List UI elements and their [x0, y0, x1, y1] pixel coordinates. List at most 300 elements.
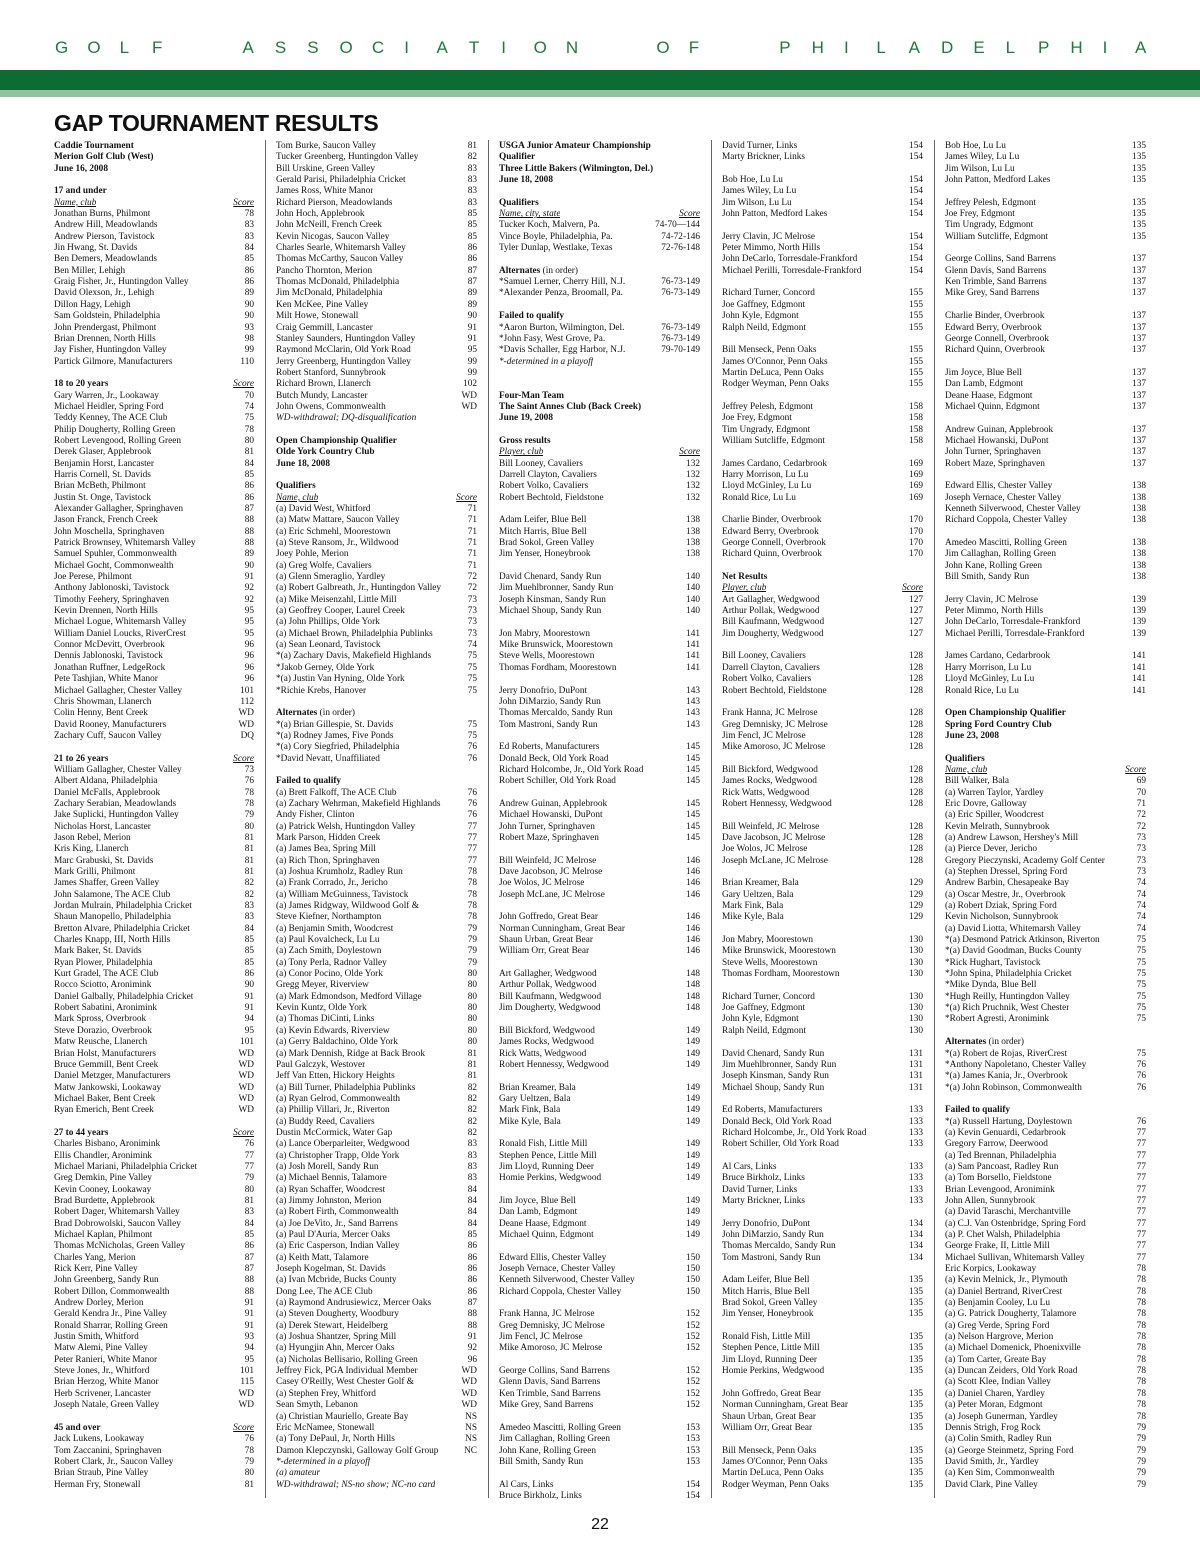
- player-club: Brad Sokol, Green Valley: [722, 1298, 818, 1309]
- result-row: [945, 1196, 1146, 1207]
- player-club: John Owens, Commonwealth: [276, 401, 386, 412]
- player-club: Steve Dorazio, Overbrook: [54, 1025, 152, 1036]
- result-row: [276, 1377, 477, 1388]
- section-heading-text: Qualifiers: [945, 753, 985, 764]
- score: 139: [1132, 606, 1146, 617]
- score: 154: [909, 254, 923, 265]
- player-club: Greg Demnisky, JC Melrose: [722, 719, 828, 730]
- spacer: [499, 561, 700, 572]
- player-club: (a) Joe DeVito, Jr., Sand Barrens: [276, 1218, 398, 1229]
- score: 76: [1136, 1116, 1146, 1127]
- player-club: (a) Ryan Gelrod, Commonwealth: [276, 1093, 401, 1104]
- result-row: [276, 1366, 477, 1377]
- masthead-letter: G: [55, 38, 69, 57]
- score: 90: [467, 311, 477, 322]
- player-club: Richard Holcombe, Jr., Old York Road: [722, 1127, 867, 1138]
- score: 76: [1136, 1059, 1146, 1070]
- score: 84: [467, 1195, 477, 1206]
- score: 75: [1136, 946, 1146, 957]
- result-row: [722, 901, 923, 912]
- score: 71: [467, 560, 477, 571]
- spacer: [276, 425, 477, 436]
- result-row: [276, 515, 477, 526]
- section-heading: [276, 776, 477, 787]
- score: 87: [244, 1264, 254, 1275]
- score: 152: [686, 1366, 700, 1377]
- section-heading-text: USGA Junior Amateur Championship: [499, 141, 651, 151]
- player-club: Jim Muehlbronner, Sandy Run: [722, 1059, 837, 1070]
- result-row: [499, 1321, 700, 1332]
- player-club: (a) Joshua Krumholz, Radley Run: [276, 867, 403, 877]
- result-row: [945, 651, 1146, 662]
- player-club: Amedeo Mascitti, Rolling Green: [945, 538, 1067, 549]
- result-row: [722, 288, 923, 299]
- result-row: [499, 572, 700, 583]
- score: 153: [686, 1422, 700, 1433]
- player-club: Mark Spross, Overbrook: [54, 1014, 147, 1025]
- score: 135: [909, 1468, 923, 1479]
- score: 133: [909, 1127, 923, 1138]
- player-club: Mike Grey, Sand Barrens: [945, 288, 1040, 299]
- result-row: [499, 720, 700, 731]
- player-club: *(a) Cory Siegfried, Philadelphia: [276, 742, 400, 753]
- score: 88: [244, 538, 254, 549]
- player-club: Mark Fink, Bala: [722, 901, 784, 912]
- player-club: Joseph Vernace, Chester Valley: [499, 1264, 616, 1275]
- result-row: [54, 1389, 254, 1400]
- score: 77: [1136, 1173, 1146, 1184]
- score: 99: [467, 356, 477, 367]
- result-row: [54, 334, 254, 345]
- score: 134: [909, 1218, 923, 1229]
- player-club: Richard Coppola, Chester Valley: [499, 1286, 622, 1297]
- score: 152: [686, 1400, 700, 1411]
- masthead-letter: F: [688, 38, 700, 57]
- score: 135: [1132, 220, 1146, 231]
- player-club: Bill Menseck, Penn Oaks: [722, 345, 817, 356]
- player-club: (a) Tom Carter, Greate Bay: [945, 1354, 1047, 1365]
- score: 155: [909, 345, 923, 356]
- score: 95: [244, 606, 254, 617]
- result-row: [945, 1355, 1146, 1366]
- result-row: [276, 1412, 477, 1423]
- player-club: (a) Robert Dziak, Spring Ford: [945, 901, 1057, 912]
- spacer: [722, 277, 923, 288]
- player-club: Thomas McNicholas, Green Valley: [54, 1241, 185, 1252]
- result-row: [54, 515, 254, 526]
- spacer: [499, 425, 700, 436]
- score: 128: [909, 855, 923, 866]
- result-row: [945, 629, 1146, 640]
- result-row: [276, 391, 477, 402]
- player-club: Jim Muehlbronner, Sandy Run: [499, 583, 614, 594]
- player-club: William Gallagher, Chester Valley: [54, 764, 182, 775]
- score: 86: [467, 1241, 477, 1252]
- masthead-letter: L: [876, 38, 886, 57]
- result-row: [54, 1003, 254, 1014]
- section-heading: [499, 152, 700, 163]
- result-row: [945, 1434, 1146, 1445]
- result-row: [945, 1389, 1146, 1400]
- score: 82: [467, 1116, 477, 1127]
- score: 83: [244, 1207, 254, 1218]
- score: WD: [238, 1048, 254, 1059]
- score: 130: [909, 1003, 923, 1014]
- score: 91: [467, 322, 477, 333]
- score: 137: [1132, 424, 1146, 435]
- score: 135: [909, 1343, 923, 1354]
- spacer: [945, 583, 1146, 594]
- player-club: Matw Reusche, Llanerch: [54, 1037, 148, 1048]
- player-club: *Alexander Penza, Broomall, Pa.: [499, 288, 623, 299]
- result-row: [945, 1309, 1146, 1320]
- score: 77: [1136, 1241, 1146, 1252]
- player-club: *(a) Rodney James, Five Ponds: [276, 730, 394, 741]
- player-club: (a) Ryan Schaffer, Woodcrest: [276, 1184, 386, 1195]
- score: 140: [686, 594, 700, 605]
- player-club: Michael Gallagher, Chester Valley: [54, 685, 183, 696]
- score: 135: [1132, 141, 1146, 151]
- player-club: (a) Derek Stewart, Heidelberg: [276, 1320, 388, 1331]
- player-club: Chris Showman, Llanerch: [54, 696, 152, 707]
- score: 137: [1132, 333, 1146, 344]
- result-row: [945, 980, 1146, 991]
- score: 149: [686, 1173, 700, 1184]
- score: 135: [909, 1298, 923, 1309]
- result-row: [276, 1423, 477, 1434]
- player-club: John Prendergast, Philmont: [54, 322, 157, 333]
- player-club: David Chenard, Sandy Run: [499, 572, 602, 583]
- spacer: [54, 368, 254, 379]
- score: 135: [909, 1456, 923, 1467]
- player-club: *(a) Brian Gillespie, St. Davids: [276, 719, 394, 730]
- player-club: Anthony Jablonoski, Tavistock: [54, 583, 170, 594]
- score: 81: [244, 867, 254, 877]
- player-club: David Smith, Jr., Yardley: [945, 1456, 1039, 1467]
- result-row: [722, 198, 923, 209]
- player-club: Kevin Kuntz, Olde York: [276, 1003, 367, 1014]
- player-club: (a) Frank Corrado, Jr., Jericho: [276, 878, 388, 889]
- result-row: [722, 1162, 923, 1173]
- player-club: Brad Burdette, Applebrook: [54, 1195, 155, 1206]
- spacer: [722, 640, 923, 651]
- player-club: Joe Wolos, JC Melrose: [722, 844, 808, 855]
- player-club: Jim Dougherty, Wedgwood: [499, 1003, 601, 1014]
- score: WD: [461, 1377, 477, 1388]
- player-club: Mark Parson, Hidden Creek: [276, 832, 381, 843]
- score: 76-73-149: [661, 277, 700, 288]
- score: 80: [244, 435, 254, 446]
- player-club: Timothy Feehery, Springhaven: [54, 594, 169, 605]
- result-row: [276, 1105, 477, 1116]
- score: 158: [909, 435, 923, 446]
- player-club: (a) Zach Smith, Doylestown: [276, 946, 382, 957]
- score: 83: [467, 1150, 477, 1161]
- score: 154: [909, 152, 923, 163]
- result-row: [499, 799, 700, 810]
- player-club: (a) Rich Thon, Springhaven: [276, 855, 380, 866]
- player-club: *Mike Dynda, Blue Bell: [945, 980, 1037, 991]
- result-row: [945, 220, 1146, 231]
- player-club: (a) Glenn Smeraglio, Yardley: [276, 572, 386, 583]
- result-row: [54, 311, 254, 322]
- result-row: [945, 549, 1146, 560]
- score: 79: [1136, 1468, 1146, 1479]
- result-row: [499, 980, 700, 991]
- player-club: Robert Dager, Whitemarsh Valley: [54, 1207, 180, 1218]
- player-club: Jim Callaghan, Rolling Green: [945, 549, 1057, 560]
- result-row: [499, 856, 700, 867]
- score: 149: [686, 1059, 700, 1070]
- score: 88: [244, 515, 254, 526]
- result-row: [276, 651, 477, 662]
- score: 137: [1132, 277, 1146, 288]
- result-row: [54, 1026, 254, 1037]
- result-row: [945, 266, 1146, 277]
- result-row: [945, 334, 1146, 345]
- result-row: [722, 1412, 923, 1423]
- player-club: David Olexson, Jr., Lehigh: [54, 288, 155, 299]
- result-row: [722, 595, 923, 606]
- score: 128: [909, 719, 923, 730]
- score: 148: [686, 980, 700, 991]
- score: 134: [909, 1252, 923, 1263]
- score: 92: [244, 594, 254, 605]
- score: 138: [1132, 515, 1146, 526]
- results-column-1: [54, 141, 254, 1491]
- result-row: [945, 323, 1146, 334]
- score: 73: [467, 617, 477, 628]
- player-club: Mark Baker, St. Davids: [54, 946, 142, 957]
- result-row: [722, 1003, 923, 1014]
- score: 149: [686, 1037, 700, 1048]
- score: 134: [909, 1241, 923, 1252]
- player-club: *(a) Desmond Patrick Atkinson, Riverton: [945, 935, 1100, 946]
- player-club: Tim Ungrady, Edgmont: [945, 220, 1034, 231]
- score: 78: [1136, 1309, 1146, 1320]
- player-club: Arthur Pollak, Wedgwood: [499, 980, 597, 991]
- spacer: [722, 1377, 923, 1388]
- result-row: [54, 323, 254, 334]
- score: 138: [686, 549, 700, 560]
- score: 77: [1136, 1207, 1146, 1218]
- score: 78: [1136, 1320, 1146, 1331]
- section-heading: [276, 459, 477, 470]
- result-row: [54, 402, 254, 413]
- score: 138: [1132, 504, 1146, 514]
- player-club: Rick Watts, Wedgwood: [722, 787, 810, 798]
- score: 131: [909, 1082, 923, 1093]
- score: 153: [686, 1434, 700, 1445]
- player-club: James Cardano, Cedarbrook: [722, 458, 828, 469]
- result-row: [276, 1446, 477, 1457]
- player-club: Partick Gilmore, Manufacturers: [54, 356, 173, 367]
- player-club: Stephen Pence, Little Mill: [722, 1343, 820, 1354]
- result-row: [722, 958, 923, 969]
- section-heading-text: Failed to qualify: [276, 776, 342, 787]
- header-band-accent: [0, 90, 1200, 97]
- player-club: Tucker Greenberg, Huntingdon Valley: [276, 152, 419, 163]
- result-row: [945, 1343, 1146, 1354]
- result-row: [945, 674, 1146, 685]
- player-club: Jake Suplicki, Huntingdon Valley: [54, 810, 179, 821]
- player-club: (a) Kevin Genuardi, Cedarbrook: [945, 1127, 1066, 1138]
- score: 82: [467, 152, 477, 163]
- score: 137: [1132, 311, 1146, 322]
- score: 77: [467, 855, 477, 866]
- spacer: [54, 1412, 254, 1423]
- masthead-letter: A: [436, 38, 448, 57]
- player-club: Mike Amoroso, JC Melrose: [722, 742, 826, 753]
- result-row: [54, 776, 254, 787]
- player-club: (a) Peter Moran, Edgmont: [945, 1400, 1043, 1411]
- player-club: Marty Brickner, Links: [722, 152, 806, 163]
- player-club: Stanley Saunders, Huntingdon Valley: [276, 333, 416, 344]
- section-heading: [945, 1037, 1146, 1048]
- score: 86: [244, 277, 254, 288]
- score: 130: [909, 946, 923, 957]
- score: 154: [909, 231, 923, 242]
- player-club: James Wiley, Lu Lu: [722, 186, 797, 197]
- result-row: [276, 1400, 477, 1411]
- player-club: Shaun Urban, Great Bear: [499, 935, 593, 946]
- score: 76-73-149: [661, 288, 700, 299]
- player-club: Jonathan Burns, Philmont: [54, 209, 151, 220]
- result-row: [54, 912, 254, 923]
- player-club: (a) James Bea, Spring Mill: [276, 844, 376, 855]
- result-row: [722, 708, 923, 719]
- score: 141: [1132, 651, 1146, 662]
- player-club: William Daniel Loucks, RiverCrest: [54, 628, 186, 639]
- score: 135: [909, 1479, 923, 1490]
- result-row: [54, 1343, 254, 1354]
- result-row: [276, 209, 477, 220]
- score: 71: [467, 538, 477, 549]
- score: 71: [467, 515, 477, 526]
- spacer: [722, 980, 923, 991]
- player-club: (a) Nicholas Bellisario, Rolling Green: [276, 1354, 418, 1365]
- player-club: (a) David West, Whitford: [276, 504, 371, 514]
- score: 79: [244, 810, 254, 821]
- player-club: John DiMarzio, Sandy Run: [722, 1230, 824, 1240]
- score: 91: [244, 1003, 254, 1014]
- score: 141: [686, 662, 700, 673]
- player-club: Gary Ueltzen, Bala: [499, 1093, 571, 1104]
- score: 150: [686, 1264, 700, 1275]
- result-row: [276, 300, 477, 311]
- result-row: [499, 708, 700, 719]
- result-row: [276, 232, 477, 243]
- player-club: Brian Kreamer, Bala: [499, 1082, 576, 1093]
- result-row: [499, 742, 700, 753]
- player-club: Tom Mastroni, Sandy Run: [499, 719, 598, 730]
- spacer: [945, 470, 1146, 481]
- result-row: [276, 311, 477, 322]
- score: 86: [467, 254, 477, 265]
- score: 137: [1132, 265, 1146, 276]
- score: 85: [244, 957, 254, 968]
- spacer: [945, 413, 1146, 424]
- result-row: [54, 459, 254, 470]
- player-club: Joe Wolos, JC Melrose: [499, 878, 585, 889]
- footnote-text: WD-withdrawal; DQ-disqualification: [276, 413, 417, 424]
- score: 137: [1132, 288, 1146, 299]
- score: 88: [244, 1275, 254, 1286]
- player-club: Joe Perese, Philmont: [54, 572, 132, 583]
- score: 128: [909, 742, 923, 753]
- score: 75: [1136, 1003, 1146, 1014]
- score: 80: [467, 1025, 477, 1036]
- player-club: Joseph McLane, JC Melrose: [722, 855, 828, 866]
- player-club: Brad Sokol, Green Valley: [499, 538, 595, 549]
- player-club: Rick Watts, Wedgwood: [499, 1048, 587, 1059]
- spacer: [499, 1355, 700, 1366]
- score: 138: [686, 515, 700, 526]
- result-row: [499, 651, 700, 662]
- score: 135: [909, 1275, 923, 1286]
- player-club: Andrew Hill, Meadowlands: [54, 220, 158, 231]
- result-row: [499, 1230, 700, 1241]
- result-row: [499, 1105, 700, 1116]
- result-row: [722, 323, 923, 334]
- player-club: Robert Volko, Cavaliers: [722, 674, 812, 685]
- section-heading-text: Alternates: [945, 1037, 987, 1048]
- player-club: Charles Bisbano, Aronimink: [54, 1139, 161, 1150]
- result-row: [54, 867, 254, 878]
- result-row: [722, 1253, 923, 1264]
- player-club: (a) Kevin Melnick, Jr., Plymouth: [945, 1275, 1068, 1286]
- result-row: [54, 1151, 254, 1162]
- score-header: Score: [233, 1127, 254, 1138]
- player-club: Mike Kyle, Bala: [722, 912, 784, 923]
- player-club: Jeffrey Pelesh, Edgmont: [945, 197, 1036, 208]
- result-row: [945, 379, 1146, 390]
- result-row: [945, 686, 1146, 697]
- score: 128: [909, 662, 923, 673]
- player-club: Michael Quinn, Edgmont: [499, 1230, 594, 1240]
- result-row: [54, 1377, 254, 1388]
- section-heading: [276, 708, 477, 719]
- result-row: [945, 198, 1146, 209]
- result-row: [945, 912, 1146, 923]
- score: 82: [467, 1093, 477, 1104]
- result-row: [722, 209, 923, 220]
- score: 145: [686, 798, 700, 809]
- player-club: (a) Mike Meisenzahl, Little Mill: [276, 594, 397, 605]
- score: 137: [1132, 401, 1146, 412]
- player-club: Deane Haase, Edgmont: [499, 1218, 587, 1229]
- result-row: [945, 391, 1146, 402]
- player-club: Brian Levengood, Aronimink: [945, 1184, 1055, 1195]
- score: 139: [1132, 594, 1146, 605]
- player-club: (a) Michael Bennis, Talamore: [276, 1173, 387, 1184]
- result-row: [722, 1298, 923, 1309]
- player-club: Al Cars, Links: [722, 1161, 777, 1172]
- score: 84: [244, 243, 254, 254]
- result-row: [945, 890, 1146, 901]
- score: WD: [238, 1059, 254, 1070]
- player-club: Greg Demnisky, JC Melrose: [499, 1320, 605, 1331]
- result-row: [722, 357, 923, 368]
- result-row: [499, 1264, 700, 1275]
- score: 76: [244, 776, 254, 787]
- player-club: Edward Ellis, Chester Valley: [499, 1252, 607, 1263]
- score: 87: [467, 265, 477, 276]
- player-club: Richard Coppola, Chester Valley: [945, 515, 1068, 526]
- player-club: Jeff Van Etten, Hickory Heights: [276, 1071, 395, 1082]
- player-club: Charles Knapp, III, North Hills: [54, 935, 171, 946]
- player-club: Jim Callaghan, Rolling Green: [499, 1434, 611, 1445]
